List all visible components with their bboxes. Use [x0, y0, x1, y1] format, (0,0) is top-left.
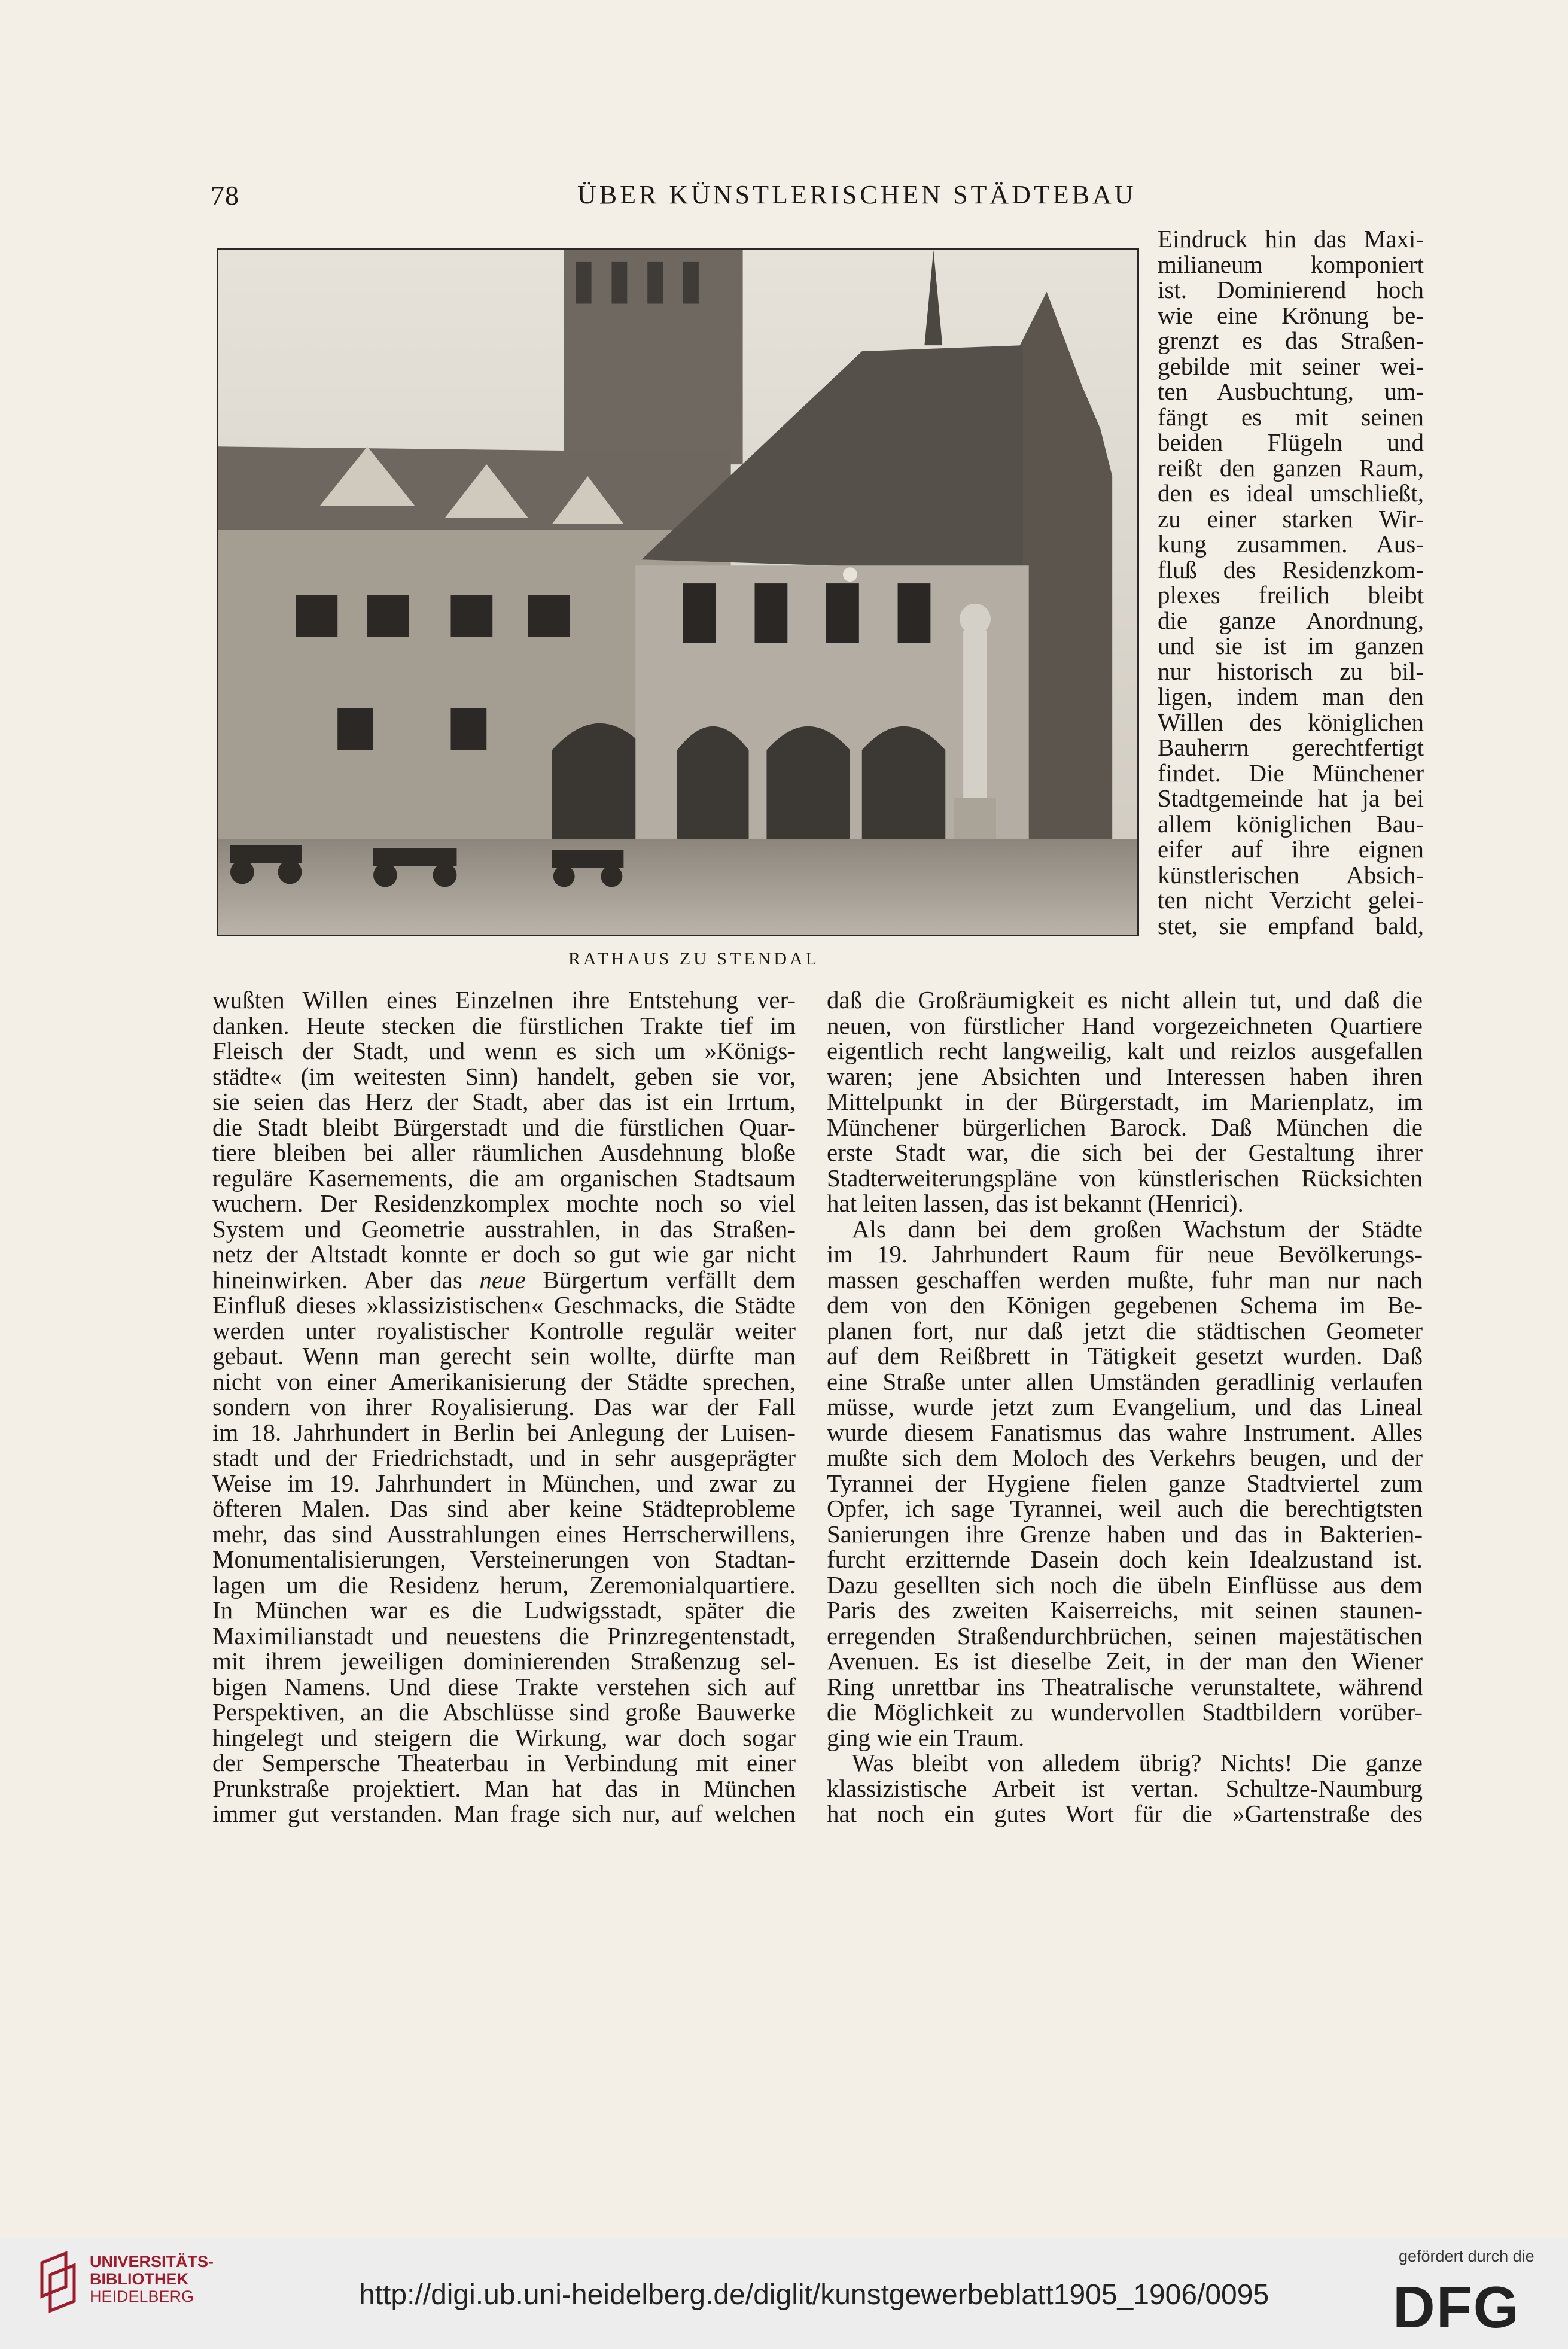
text-line: Weise im 19. Jahrhundert in München, und zwar zu — [212, 1469, 796, 1497]
text-line: eigentlich recht langweilig, kalt und reizlos ausgefallen — [827, 1037, 1423, 1064]
text-line: Münchener bürgerlichen Barock. Daß München die — [827, 1113, 1423, 1141]
text-line: eifer auf ihre eignen — [1158, 835, 1424, 863]
text-line: Tyrannei der Hygiene fielen ganze Stadtviertel zum — [827, 1469, 1423, 1497]
text-line: den es ideal umschließt, — [1158, 479, 1424, 507]
text-line: fluß des Residenzkom- — [1158, 555, 1424, 583]
text-line: Avenuen. Es ist dieselbe Zeit, in der man den Wiener — [827, 1647, 1423, 1675]
text-line: kung zusammen. Aus- — [1158, 530, 1424, 558]
left-column-text — [212, 987, 796, 1827]
text-line: lagen um die Residenz herum, Zeremonialquartiere. — [212, 1571, 796, 1599]
text-line: klassizistische Arbeit ist vertan. Schultze-Naumburg — [827, 1774, 1423, 1802]
university-library-logo-icon — [36, 2251, 84, 2313]
text-line: Prunkstraße projektiert. Man hat das in München — [212, 1774, 796, 1802]
text-line: fängt es mit seinen — [1158, 403, 1424, 431]
text-line: hingelegt und steigern die Wirkung, war doch sogar — [212, 1723, 796, 1751]
text-line: werden unter royalistischer Kontrolle regulär weiter — [212, 1316, 796, 1344]
text-line: im 18. Jahrhundert in Berlin bei Anlegung der Luisen- — [212, 1418, 796, 1446]
running-title: ÜBER KÜNSTLERISCHEN STÄDTEBAU — [577, 180, 1137, 209]
university-library-name — [90, 2253, 214, 2305]
library-name-line: UNIVERSITÄTS- — [90, 2253, 214, 2271]
text-line: nicht von einer Amerikanisierung der Städte sprechen, — [212, 1367, 796, 1395]
text-line: Opfer, ich sage Tyrannei, weil auch die berechtigtsten — [827, 1495, 1423, 1522]
text-line: milianeum komponiert — [1158, 250, 1424, 278]
text-line: In München war es die Ludwigsstadt, später die — [212, 1596, 796, 1624]
text-line: mußte sich dem Moloch des Verkehrs beugen, und der — [827, 1444, 1423, 1471]
text-line: die Stadt bleibt Bürgerstadt und die fürstlichen Quar- — [212, 1113, 796, 1141]
text-line: ten nicht Verzicht gelei- — [1158, 886, 1424, 914]
text-line: immer gut verstanden. Man frage sich nur, auf welchen — [212, 1800, 796, 1827]
text-line: eine Straße unter allen Umständen geradlinig verlaufen — [827, 1367, 1423, 1395]
text-line: findet. Die Münchener — [1158, 759, 1424, 787]
text-line: müsse, wurde jetzt zum Evangelium, und das Lineal — [827, 1393, 1423, 1420]
library-name-line: HEIDELBERG — [90, 2287, 194, 2305]
text-line: künstlerischen Absich- — [1158, 860, 1424, 889]
text-line: ten Ausbuchtung, um- — [1158, 378, 1424, 405]
text-line: städte« (im weitesten Sinn) handelt, geben sie vor, — [212, 1062, 796, 1090]
text-line: ging wie ein Traum. — [827, 1723, 1025, 1751]
text-line: bigen Namens. Und diese Trakte verstehen sich auf — [212, 1672, 796, 1700]
text-line: Stadtgemeinde hat ja bei — [1158, 784, 1424, 812]
text-line: Einfluß dieses »klassizistischen« Geschmacks, die Städte — [212, 1291, 796, 1319]
text-line: wie eine Krönung be- — [1158, 301, 1424, 329]
text-line: neuen, von fürstlicher Hand vorgezeichneten Quartiere — [827, 1011, 1423, 1039]
text-line: tiere bleiben bei aller räumlichen Ausdehnung bloße — [212, 1139, 796, 1166]
text-line: planen fort, nur daß jetzt die städtischen Geometer — [827, 1316, 1423, 1344]
text-line: wußten Willen eines Einzelnen ihre Entstehung ver- — [212, 986, 796, 1014]
text-line: ist. Dominierend hoch — [1158, 276, 1424, 303]
text-line: hineinwirken. Aber das neue Bürgertum verfällt dem — [212, 1265, 796, 1294]
text-line: mehr, das sind Ausstrahlungen eines Herrscherwillens, — [212, 1520, 796, 1548]
text-line: hat leiten lassen, das ist bekannt (Henrici). — [827, 1189, 1244, 1217]
text-fragment: Bürgertum verfällt dem — [525, 1265, 796, 1294]
text-line: Monumentalisierungen, Versteinerungen von Stadtan- — [212, 1545, 796, 1573]
text-line: waren; jene Absichten und Interessen haben ihren — [827, 1062, 1423, 1090]
sponsor-note: gefördert durch die — [1399, 2247, 1534, 2265]
text-line: danken. Heute stecken die fürstlichen Trakte tief im — [212, 1011, 796, 1039]
text-line: beiden Flügeln und — [1158, 428, 1424, 456]
text-line: die Möglichkeit zu wundervollen Stadtbildern vorüber- — [827, 1698, 1423, 1726]
text-line: nur historisch zu bil- — [1158, 657, 1424, 685]
text-line: stet, sie empfand bald, — [1158, 911, 1424, 939]
text-line: Mittelpunkt in der Bürgerstadt, im Marienplatz, im — [827, 1088, 1423, 1115]
text-line: und sie ist im ganzen — [1158, 632, 1424, 659]
right-top-column-text — [1158, 226, 1424, 938]
text-line: reißt den ganzen Raum, — [1158, 454, 1424, 482]
text-line: gebaut. Wenn man gerecht sein wollte, dürfte man — [212, 1342, 796, 1370]
text-line: im 19. Jahrhundert Raum für neue Bevölkerungs- — [827, 1240, 1423, 1268]
text-line: erregenden Straßendurchbrüchen, seinen majestätischen — [827, 1621, 1423, 1650]
text-line: gebilde mit seiner wei- — [1158, 352, 1424, 380]
text-line: plexes freilich bleibt — [1158, 581, 1424, 608]
text-line: grenzt es das Straßen- — [1158, 327, 1424, 354]
text-line: zu einer starken Wir- — [1158, 504, 1424, 533]
text-line: Was bleibt von alledem übrig? Nichts! Die ganze — [852, 1749, 1423, 1776]
italic-word: neue — [479, 1265, 526, 1294]
text-line: wuchern. Der Residenzkomplex mochte noch so viel — [212, 1189, 796, 1217]
text-line: ligen, indem man den — [1158, 683, 1424, 710]
text-line: Fleisch der Stadt, und wenn es sich um »Königs- — [212, 1037, 796, 1064]
dfg-logo: DFG — [1393, 2274, 1520, 2340]
town-hall-illustration — [218, 250, 1137, 935]
text-line: stadt und der Friedrichstadt, und in sehr ausgeprägter — [212, 1444, 796, 1471]
text-line: Sanierungen ihre Grenze haben und das in Bakterien- — [827, 1520, 1423, 1548]
figure-caption: RATHAUS ZU STENDAL — [568, 949, 820, 969]
text-line: Ring unrettbar ins Theatralische verunstaltete, während — [827, 1672, 1423, 1700]
right-column-text — [827, 987, 1423, 1827]
text-line: erste Stadt war, die sich bei der Gestaltung ihrer — [827, 1139, 1423, 1166]
text-line: Dazu gesellten sich noch die übeln Einflüsse aus dem — [827, 1571, 1423, 1599]
text-line: furcht erzitternde Dasein doch kein Idealzustand ist. — [827, 1545, 1423, 1573]
page-number: 78 — [211, 180, 239, 211]
text-line: wurde diesem Fanatismus das wahre Instrument. Alles — [827, 1418, 1423, 1446]
text-line: die ganze Anordnung, — [1158, 606, 1424, 634]
text-line: dem von den Königen gegebenen Schema im Be- — [827, 1291, 1423, 1319]
text-line: Bauherrn gerechtfertigt — [1158, 734, 1424, 761]
text-line: daß die Großräumigkeit es nicht allein tut, und daß die — [827, 986, 1423, 1014]
text-line: allem königlichen Bau- — [1158, 810, 1424, 838]
text-line: Perspektiven, an die Abschlüsse sind große Bauwerke — [212, 1698, 796, 1726]
text-line: System und Geometrie ausstrahlen, in das Straßen- — [212, 1215, 796, 1243]
text-line: Eindruck hin das Maxi- — [1158, 225, 1424, 252]
text-line: sie seien das Herz der Stadt, aber das ist ein Irrtum, — [212, 1088, 796, 1115]
text-line: hat noch ein gutes Wort für die »Gartenstraße des — [827, 1800, 1423, 1827]
text-line: sondern von ihrer Royalisierung. Das war der Fall — [212, 1393, 796, 1420]
library-name-line: BIBLIOTHEK — [90, 2270, 188, 2288]
text-line: Als dann bei dem großen Wachstum der Städte — [852, 1215, 1423, 1243]
text-line: mit ihrem jeweiligen dominierenden Straßenzug sel- — [212, 1647, 796, 1675]
text-line: Paris des zweiten Kaiserreichs, mit seinen staunen- — [827, 1596, 1423, 1624]
text-line: öfteren Malen. Das sind aber keine Städteprobleme — [212, 1495, 796, 1522]
text-line: Stadterweiterungspläne von künstlerischen Rücksichten — [827, 1164, 1423, 1192]
text-line: auf dem Reißbrett in Tätigkeit gesetzt wurden. Daß — [827, 1342, 1423, 1370]
text-line: Maximilianstadt und neuestens die Prinzregentenstadt, — [212, 1621, 796, 1650]
permalink-url[interactable]: http://digi.ub.uni-heidelberg.de/diglit/kunstgewerbeblatt1905_1906/0095 — [359, 2279, 1269, 2311]
text-line: netz der Altstadt konnte er doch so gut wie gar nicht — [212, 1240, 796, 1268]
town-hall-photograph — [217, 248, 1139, 936]
text-line: der Sempersche Theaterbau in Verbindung mit einer — [212, 1749, 796, 1776]
text-line: Willen des königlichen — [1158, 708, 1424, 736]
text-line: massen geschaffen werden mußte, fuhr man nur nach — [827, 1265, 1423, 1294]
text-line: reguläre Kasernements, die am organischen Stadtsaum — [212, 1164, 796, 1192]
